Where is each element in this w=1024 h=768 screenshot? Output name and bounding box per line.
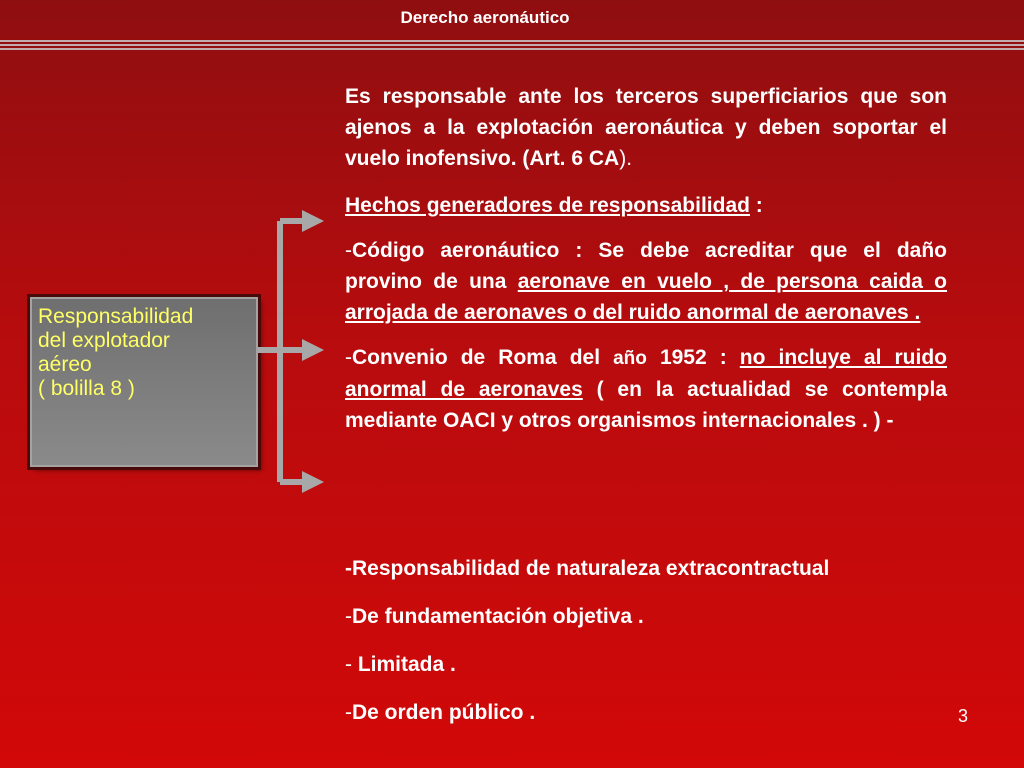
topic-line-4: ( bolilla 8 )	[38, 377, 135, 400]
list-item: -De orden público .	[345, 701, 536, 724]
slide-header-title: Derecho aeronáutico	[400, 8, 570, 27]
main-content	[345, 81, 947, 436]
convenio-paragraph: -Convenio de Roma del año 1952 : no incluye al ruido anormal de aeronaves ( en la actualidad se contempla mediante OACI y otros organismos internacionales . ) -	[345, 346, 948, 432]
list-item: -Responsabilidad de naturaleza extracontractual	[345, 557, 830, 580]
list-item: -De fundamentación objetiva .	[345, 605, 644, 628]
characteristics-list	[345, 553, 947, 728]
topic-line-1: Responsabilidad	[38, 305, 194, 328]
arrow-middle-icon	[302, 339, 324, 361]
list-item: - Limitada .	[345, 653, 456, 676]
arrow-bottom-icon	[302, 471, 324, 493]
intro-paragraph: Es responsable ante los terceros superficiarios que son ajenos a la explotación aeronáutica y deben soportar el vuelo inofensivo. (Art. 6 CA).	[345, 85, 947, 170]
topic-line-3: aéreo	[38, 353, 92, 376]
topic-line-2: del explotador	[38, 329, 170, 352]
hechos-heading: Hechos generadores de responsabilidad :	[345, 194, 763, 217]
arrow-top-icon	[302, 210, 324, 232]
codigo-paragraph: -Código aeronáutico : Se debe acreditar que el daño provino de una aeronave en vuelo , de persona caida o arrojada de aeronaves o del ruido anormal de aeronaves .	[345, 239, 948, 324]
page-number: 3	[957, 706, 968, 726]
